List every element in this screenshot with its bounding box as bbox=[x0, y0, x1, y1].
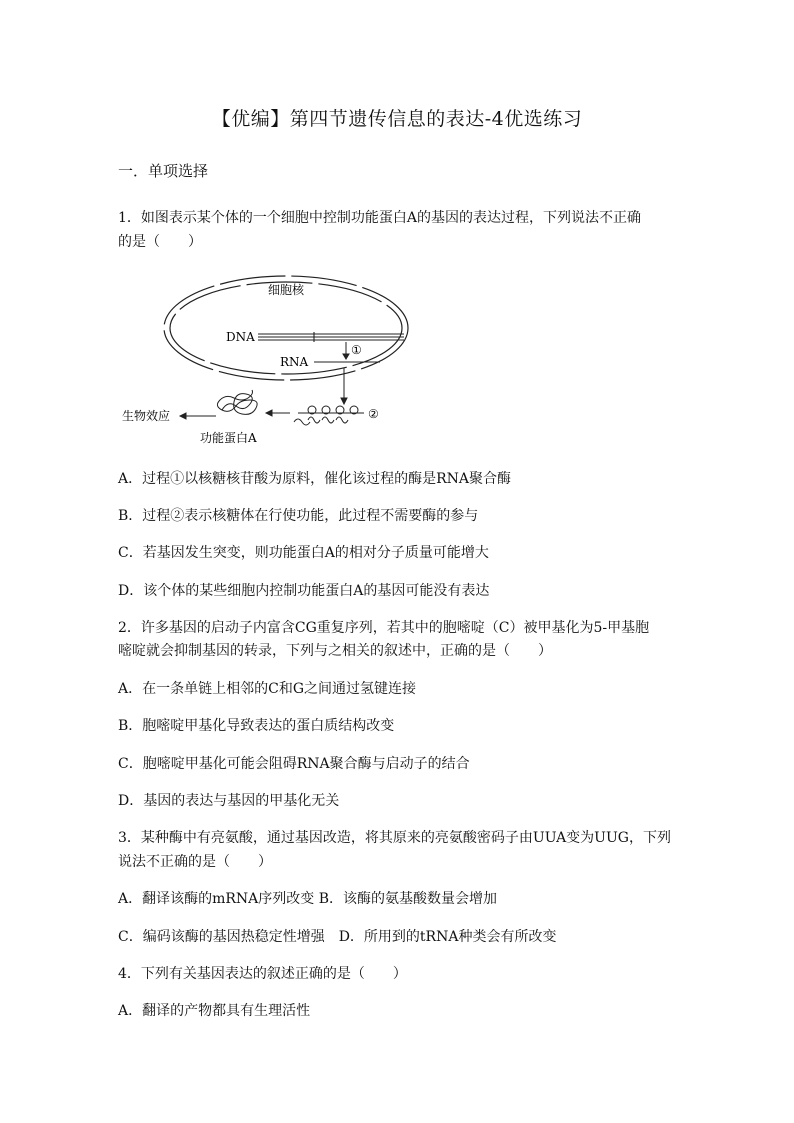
q2-option-d: D．基因的表达与基因的甲基化无关 bbox=[118, 793, 340, 809]
protein-label: 功能蛋白A bbox=[200, 431, 257, 445]
q4-stem-line1: 4．下列有关基因表达的叙述正确的是（ ） bbox=[118, 966, 407, 982]
q2-option-a: A．在一条单链上相邻的C和G之间通过氢键连接 bbox=[118, 681, 417, 697]
dna-strands bbox=[258, 332, 404, 342]
page-title: 【优编】第四节遗传信息的表达-4优选练习 bbox=[211, 108, 583, 130]
q1-option-d: D．该个体的某些细胞内控制功能蛋白A的基因可能没有表达 bbox=[118, 583, 490, 599]
step2-label: ② bbox=[368, 407, 379, 421]
q3-options-ab: A．翻译该酶的mRNA序列改变 B．该酶的氨基酸数量会增加 bbox=[118, 891, 498, 907]
nucleus-label: 细胞核 bbox=[268, 283, 305, 297]
gene-expression-diagram bbox=[118, 270, 418, 450]
q1-option-b: B．过程②表示核糖体在行使功能，此过程不需要酶的参与 bbox=[118, 508, 479, 524]
effect-label: 生物效应 bbox=[122, 409, 171, 423]
q1-stem-line1: 1．如图表示某个体的一个细胞中控制功能蛋白A的基因的表达过程，下列说法不正确 bbox=[118, 210, 642, 226]
q2-option-c: C．胞嘧啶甲基化可能会阻碍RNA聚合酶与启动子的结合 bbox=[118, 756, 470, 772]
q2-stem-line1: 2．许多基因的启动子内富含CG重复序列，若其中的胞嘧啶（C）被甲基化为5-甲基胞 bbox=[118, 620, 650, 636]
section-heading: 一．单项选择 bbox=[118, 162, 209, 180]
q3-options-cd: C．编码该酶的基因热稳定性增强 D．所用到的tRNA种类会有所改变 bbox=[118, 929, 557, 945]
translation-arrow bbox=[266, 410, 290, 416]
ribosome-translation bbox=[294, 406, 364, 425]
q4-option-a: A．翻译的产物都具有生理活性 bbox=[118, 1003, 311, 1019]
protein-a-shape bbox=[217, 390, 257, 414]
transcription-arrow bbox=[343, 342, 349, 359]
q1-stem-line2: 的是（ ） bbox=[118, 234, 202, 250]
q2-option-b: B．胞嘧啶甲基化导致表达的蛋白质结构改变 bbox=[118, 718, 395, 734]
q3-stem-line1: 3．某种酶中有亮氨酸，通过基因改造，将其原来的亮氨酸密码子由UUA变为UUG，下列 bbox=[118, 830, 671, 846]
q1-option-c: C．若基因发生突变，则功能蛋白A的相对分子质量可能增大 bbox=[118, 545, 489, 561]
q3-stem-line2: 说法不正确的是（ ） bbox=[118, 854, 272, 870]
effect-arrow bbox=[180, 413, 216, 419]
rna-label: RNA bbox=[280, 355, 309, 369]
gene-expression-figure bbox=[118, 270, 418, 450]
step1-label: ① bbox=[351, 343, 362, 357]
q2-stem-line2: 嘧啶就会抑制基因的转录，下列与之相关的叙述中，正确的是（ ） bbox=[118, 643, 552, 659]
dna-label: DNA bbox=[226, 330, 255, 344]
q1-option-a: A．过程①以核糖核苷酸为原料，催化该过程的酶是RNA聚合酶 bbox=[118, 471, 512, 487]
